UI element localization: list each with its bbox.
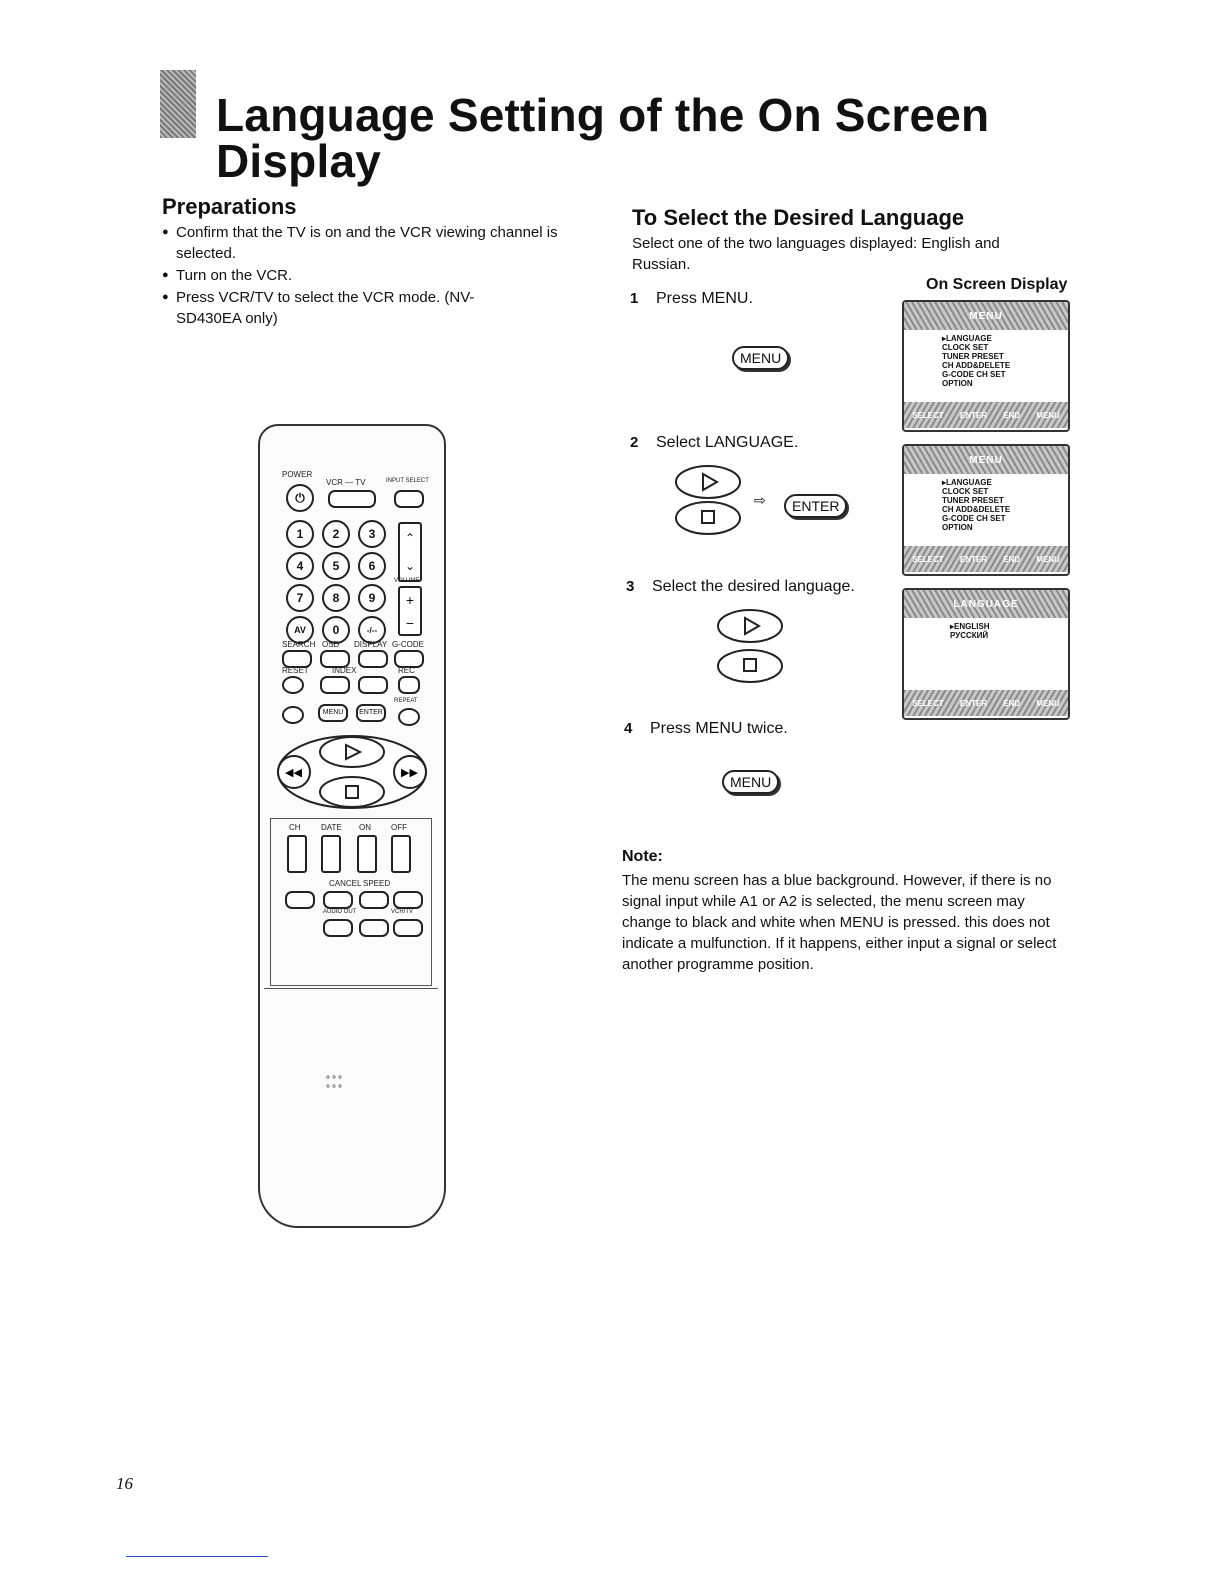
rewind-icon: ◀◀	[285, 766, 302, 779]
timer-panel	[270, 818, 432, 986]
remote-label-cancel: CANCEL	[329, 879, 362, 888]
down-key	[718, 650, 782, 682]
remote-label-rec: REC	[398, 666, 415, 675]
step-4	[624, 720, 788, 738]
index-forward-button[interactable]	[358, 676, 388, 694]
step-number: 3	[626, 578, 635, 595]
digit-6[interactable]: 6	[358, 552, 386, 580]
remote-label-audio: AUDIO OUT	[323, 909, 357, 915]
osd-item: G-CODE CH SET	[942, 514, 1006, 523]
vcr-tv-button[interactable]	[393, 919, 423, 937]
av-button[interactable]: AV	[286, 616, 314, 644]
remote-label-gcode: G-CODE	[392, 640, 424, 649]
remote-divider	[264, 988, 438, 989]
volume-rocker[interactable]: + −	[398, 586, 422, 636]
menu-label: MENU	[732, 346, 789, 370]
on-timer-rocker[interactable]	[357, 835, 377, 873]
osd-screen-menu-2	[902, 444, 1070, 576]
remote-menu-button[interactable]: MENU	[318, 704, 348, 722]
reset-button[interactable]	[282, 676, 304, 694]
dash-button[interactable]: -/--	[358, 616, 386, 644]
cancel-button[interactable]	[323, 891, 353, 909]
off-timer-rocker[interactable]	[391, 835, 411, 873]
remote-label-osd: OSD	[322, 640, 340, 649]
osd-item: OPTION	[942, 379, 973, 388]
digit-2[interactable]: 2	[322, 520, 350, 548]
page-title	[216, 89, 1016, 187]
step-2	[630, 434, 798, 452]
up-key	[718, 610, 782, 642]
osd-title: MENU	[904, 302, 1068, 330]
osd-item: ENGLISH	[954, 622, 990, 631]
remote-label-power: POWER	[282, 470, 313, 479]
pause-button[interactable]	[282, 706, 304, 724]
step-text: Select LANGUAGE.	[656, 434, 799, 451]
remote-label-volume: VOLUME	[394, 578, 420, 584]
select-intro: Select one of the two languages displayed: English and Russian.	[632, 235, 1000, 273]
up-down-keys-1[interactable]	[672, 460, 752, 540]
play-key	[320, 737, 384, 767]
date-timer-rocker[interactable]	[321, 835, 341, 873]
osd-item: CH ADD&DELETE	[942, 361, 1011, 370]
osd-title: MENU	[904, 446, 1068, 474]
remote-label-input: INPUT SELECT	[386, 478, 429, 484]
up-down-keys-2[interactable]	[714, 604, 794, 688]
title-line-1: Language Setting of the On Screen	[216, 89, 990, 141]
enter-label: ENTER	[784, 494, 847, 518]
digit-4[interactable]: 4	[286, 552, 314, 580]
osd-label: On Screen Display	[926, 276, 1068, 293]
remote-label-repeat: REPEAT	[394, 698, 418, 704]
remote-label-off: OFF	[391, 823, 407, 832]
timer-rec-button[interactable]	[393, 891, 423, 909]
step-text: Select the desired language.	[652, 578, 855, 595]
osd-menu-list: ▸LANGUAGE CLOCK SET TUNER PRESET CH ADD&DELETE G-CODE CH SET OPTION	[904, 474, 1068, 546]
osd-title: LANGUAGE	[904, 590, 1068, 618]
remote-label-display: DISPLAY	[354, 640, 388, 649]
index-back-button[interactable]	[320, 676, 350, 694]
timer-program-button[interactable]	[285, 891, 315, 909]
input-select-button[interactable]	[394, 490, 424, 508]
remote-label-date: DATE	[321, 823, 342, 832]
down-key	[676, 502, 740, 534]
note-text: The menu screen has a blue background. However, if there is no signal input while A1 or A2 is selected, the menu screen may change to black and white when MENU is pressed. this does not indicate a mulfunction. If it happens, either input a signal or select another programme position.	[622, 872, 1057, 973]
osd-bottom: SELECT ENTER END MENU	[904, 546, 1068, 572]
osd-menu-list: ▸LANGUAGE CLOCK SET TUNER PRESET CH ADD&DELETE G-CODE CH SET OPTION	[904, 330, 1068, 402]
osd-lang-list: ▸ENGLISH РУССКИЙ	[904, 618, 1068, 690]
step-number: 4	[624, 720, 633, 737]
remote-label-search: SEARCH	[282, 640, 316, 649]
preparations-heading: Preparations	[162, 194, 297, 219]
digit-7[interactable]: 7	[286, 584, 314, 612]
title-marker	[160, 70, 196, 138]
osd-bottom: SELECT ENTER END MENU	[904, 690, 1068, 716]
page-number: 16	[116, 1474, 133, 1493]
osd-item: CLOCK SET	[942, 487, 989, 496]
audio-out-button[interactable]	[323, 919, 353, 937]
digit-0[interactable]: 0	[322, 616, 350, 644]
osd-screen-language	[902, 588, 1070, 720]
remote-control	[258, 424, 446, 1228]
extra-button[interactable]	[359, 919, 389, 937]
digit-5[interactable]: 5	[322, 552, 350, 580]
osd-item: РУССКИЙ	[950, 631, 989, 640]
power-icon[interactable]: ⏻	[286, 484, 314, 512]
menu-button-1[interactable]	[732, 346, 789, 370]
osd-item: CH ADD&DELETE	[942, 505, 1011, 514]
remote-label-vcrtv: VCR — TV	[326, 478, 366, 487]
digit-1[interactable]: 1	[286, 520, 314, 548]
repeat-button[interactable]	[398, 708, 420, 726]
step-text: Press MENU.	[656, 290, 753, 307]
channel-rocker[interactable]: ⌃ ⌄	[398, 522, 422, 582]
transport-pad[interactable]	[274, 732, 430, 812]
prep-item: ● Press VCR/TV to select the VCR mode. (NV-SD430EA only)	[162, 287, 486, 329]
osd-item: LANGUAGE	[946, 334, 992, 343]
remote-label-vcrtv2: VCR/TV	[391, 909, 414, 915]
rec-button[interactable]	[398, 676, 420, 694]
osd-item: OPTION	[942, 523, 973, 532]
ch-timer-rocker[interactable]	[287, 835, 307, 873]
osd-item: G-CODE CH SET	[942, 370, 1006, 379]
enter-button[interactable]	[784, 494, 847, 518]
remote-label-index: INDEX	[332, 666, 357, 675]
step-1	[630, 290, 753, 308]
step-3	[626, 578, 855, 596]
select-heading: To Select the Desired Language	[632, 205, 965, 230]
digit-8[interactable]: 8	[322, 584, 350, 612]
vcr-tv-switch[interactable]	[328, 490, 376, 508]
step-text: Press MENU twice.	[650, 720, 788, 737]
prep-item: ● Turn on the VCR.	[162, 265, 612, 286]
digit-3[interactable]: 3	[358, 520, 386, 548]
ff-icon: ▶▶	[401, 766, 418, 779]
display-button[interactable]	[358, 650, 388, 668]
speaker-dots-icon: °°° °°°	[326, 1075, 344, 1095]
menu-label: MENU	[722, 770, 779, 794]
remote-label-ch: CH	[289, 823, 301, 832]
step-number: 1	[630, 290, 639, 307]
footer-rule	[126, 1556, 268, 1557]
remote-label-speed: SPEED	[363, 879, 391, 888]
osd-item: LANGUAGE	[946, 478, 992, 487]
remote-enter-button[interactable]: ENTER	[356, 704, 386, 722]
digit-9[interactable]: 9	[358, 584, 386, 612]
osd-screen-menu-1	[902, 300, 1070, 432]
speed-button[interactable]	[359, 891, 389, 909]
remote-label-reset: RESET	[282, 666, 309, 675]
osd-item: TUNER PRESET	[942, 496, 1004, 505]
arrow-right-icon: ⇨	[754, 492, 766, 508]
osd-item: CLOCK SET	[942, 343, 989, 352]
osd-item: TUNER PRESET	[942, 352, 1004, 361]
title-line-2: Display	[216, 135, 382, 187]
step-number: 2	[630, 434, 639, 451]
osd-bottom: SELECT ENTER END MENU	[904, 402, 1068, 428]
select-section	[632, 205, 1062, 275]
remote-label-on: ON	[359, 823, 371, 832]
stop-key	[320, 777, 384, 807]
note-heading: Note:	[622, 848, 663, 865]
menu-button-2[interactable]	[722, 770, 779, 794]
note-section	[622, 848, 1062, 975]
prep-item: ● Confirm that the TV is on and the VCR viewing channel is selected.	[162, 222, 612, 264]
up-key	[676, 466, 740, 498]
preparations-section	[162, 194, 612, 330]
